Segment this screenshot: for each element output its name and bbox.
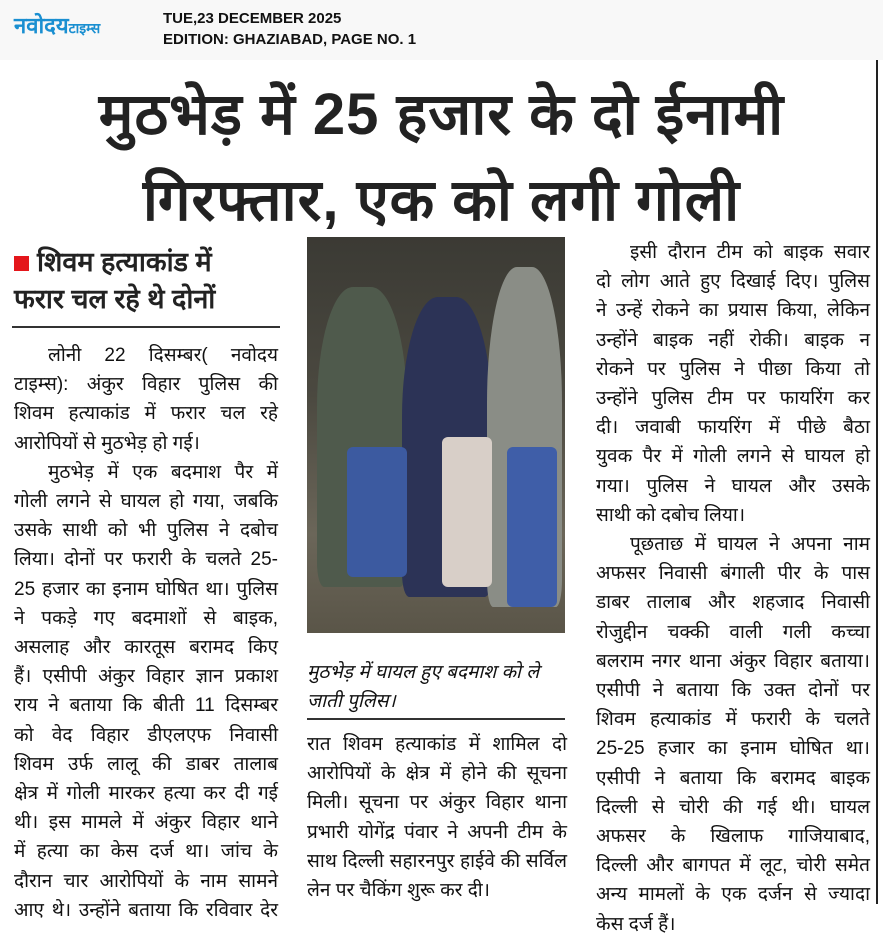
- article-line: आरोपियों के क्षेत्र में होने की सूचना: [307, 763, 567, 785]
- issue-date: TUE,23 DECEMBER 2025: [163, 10, 342, 27]
- divider: [307, 718, 565, 720]
- article-line: 25 हजार का इनाम घोषित था। पुलिस: [14, 578, 278, 600]
- article-line: रात शिवम हत्याकांड में शामिल दो: [307, 734, 567, 755]
- article-line: प्रभारी योगेंद्र पंवार ने अपनी टीम के: [307, 821, 567, 843]
- article-line: में हत्या का केस दर्ज था। जांच के: [14, 841, 278, 863]
- article-line: शिवम हत्याकांड में फरार चल रहे: [14, 403, 278, 425]
- subheadline-line-2: फरार चल रहे थे दोनों: [14, 284, 216, 314]
- article-line: अफसर निवासी बंगाली पीर के पास: [596, 563, 870, 585]
- article-line: दिल्ली से चोरी की गई थी। घायल: [596, 796, 870, 818]
- article-line: दिल्ली और बागपत में लूट, चोरी समेत: [596, 855, 870, 877]
- article-line: युवक पैर में गोली लगने से घायल हो: [596, 446, 870, 468]
- article-line: को वेद विहार डीएलएफ निवासी: [14, 724, 278, 746]
- masthead-bar: [0, 0, 883, 60]
- article-line: दौरान चार आरोपियों के नाम सामने: [14, 870, 278, 892]
- page-edge-line: [876, 60, 878, 904]
- subheadline-line-1: शिवम हत्याकांड में: [37, 247, 212, 277]
- article-line: असलाह और कारतूस बरामद किए: [14, 637, 278, 659]
- article-line: साथ दिल्ली सहारनपुर हाईवे की सर्विल: [307, 850, 567, 872]
- article-line: उन्होंने बाइक नहीं रोकी। बाइक न: [596, 329, 870, 351]
- article-line: राय ने बताया कि बीती 11 दिसम्बर: [14, 695, 278, 717]
- article-line: गोली लगने से घायल हो गया, जबकि: [14, 491, 278, 513]
- article-column-middle: [307, 730, 567, 905]
- edition-info: [163, 8, 416, 50]
- article-line: अफसर के खिलाफ गाजियाबाद,: [596, 826, 870, 848]
- article-line: केस दर्ज हैं।: [596, 913, 676, 935]
- divider: [12, 326, 280, 328]
- article-line: उसके साथी को भी पुलिस ने दबोच: [14, 520, 278, 542]
- news-photo: [307, 237, 565, 633]
- article-line: दो लोग आते हुए दिखाई दिए। पुलिस: [596, 271, 870, 293]
- article-line: मिली। सूचना पर अंकुर विहार थाना: [307, 792, 567, 814]
- article-line: लिया। दोनों पर फरारी के चलते 25-: [14, 549, 278, 571]
- article-line: पूछताछ में घायल ने अपना नाम: [630, 534, 870, 556]
- article-line: दी। जवाबी फायरिंग में पीछे बैठा: [596, 417, 870, 439]
- article-line: अन्य मामलों के एक दर्जन से ज्यादा: [596, 884, 870, 906]
- article-line: रोजुद्दीन चक्की वाली गली कच्चा: [596, 621, 870, 643]
- article-line: आरोपियों से मुठभेड़ हो गई।: [14, 432, 200, 454]
- article-line: 25-25 हजार का इनाम घोषित था।: [596, 738, 870, 760]
- article-line: आए थे। उन्होंने बताया कि रविवार देर: [14, 899, 278, 921]
- subheadline: [14, 244, 280, 318]
- headline-line-2: गिरफ्तार, एक को लगी गोली: [142, 168, 741, 233]
- photo-caption: [307, 658, 567, 716]
- logo-sub: टाइम्स: [68, 20, 101, 36]
- edition-page: EDITION: GHAZIABAD, PAGE NO. 1: [163, 31, 417, 48]
- article-line: इसी दौरान टीम को बाइक सवार: [630, 242, 870, 263]
- article-line: ने उन्हें रोकने का प्रयास किया, लेकिन: [596, 300, 870, 322]
- headline-line-1: मुठभेड़ में 25 हजार के दो ईनामी: [98, 82, 785, 147]
- article-line: हैं। एसीपी अंकुर विहार ज्ञान प्रकाश: [14, 666, 278, 688]
- newspaper-logo: [14, 10, 100, 40]
- article-line: गया। पुलिस ने घायल और उसके: [596, 475, 870, 497]
- article-line: शिवम हत्याकांड में फरारी के चलते: [596, 709, 870, 731]
- article-line: क्षेत्र में गोली मारकर हत्या कर दी गई: [14, 783, 278, 805]
- logo-main: नवोदय: [14, 13, 69, 38]
- caption-line-2: जाती पुलिस।: [307, 691, 396, 712]
- article-line: बलराम नगर थाना अंकुर विहार बताया।: [596, 650, 870, 672]
- article-column-left: [14, 341, 278, 925]
- article-line: मुठभेड़ में एक बदमाश पैर में: [48, 461, 278, 483]
- caption-line-1: मुठभेड़ में घायल हुए बदमाश को ले: [307, 662, 540, 683]
- article-column-right: [596, 238, 870, 939]
- article-line: साथी को दबोच लिया।: [596, 504, 746, 526]
- article-line: टाइम्स): अंकुर विहार पुलिस की: [14, 374, 278, 396]
- article-line: डाबर तालाब और शहजाद निवासी: [596, 592, 870, 614]
- article-line: लोनी 22 दिसम्बर( नवोदय: [48, 345, 278, 366]
- article-line: एसीपी ने बताया कि उक्त दोनों पर: [596, 680, 870, 702]
- article-line: एसीपी ने बताया कि बरामद बाइक: [596, 767, 870, 789]
- article-line: उन्होंने पुलिस टीम पर फायरिंग कर: [596, 388, 870, 410]
- article-line: थी। इस मामले में अंकुर विहार थाने: [14, 812, 278, 834]
- article-line: शिवम उर्फ लालू की डाबर तालाब: [14, 753, 278, 775]
- red-square-bullet-icon: [14, 256, 29, 271]
- article-line: ने पकड़े गए बदमाशों से बाइक,: [14, 607, 278, 629]
- article-line: लेन पर चैकिंग शुरू कर दी।: [307, 880, 490, 902]
- article-line: रोकने पर पुलिस ने पीछा किया तो: [596, 358, 870, 380]
